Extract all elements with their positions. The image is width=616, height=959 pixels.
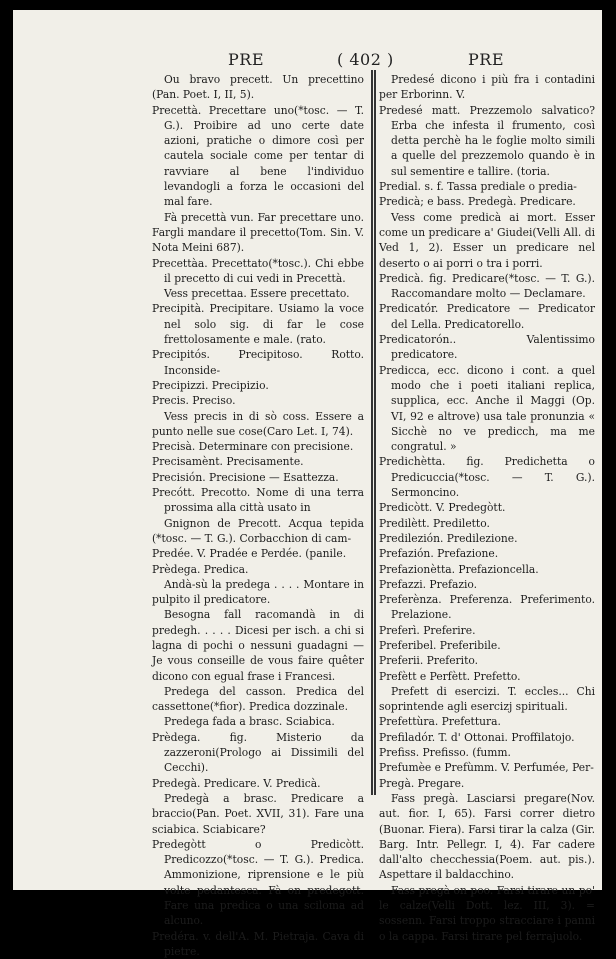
right-column	[379, 72, 595, 944]
dictionary-entry: Predilezión. Predilezione.	[379, 531, 518, 545]
dictionary-entry: Fass pregà on poo. Farsi tirare un po' le calze(Velli Dott. lez. III, 3). = sossenn. Farsi troppo stracciare i panni o la cappa. Farsi tirare pel ferrajuolo.	[379, 883, 595, 943]
dictionary-entry: Predicatorón.. Valentissimo predicatore.	[379, 333, 595, 362]
dictionary-entry: Andà-sù la predega . . . . Montare in pulpito il predicatore.	[152, 577, 364, 607]
dictionary-entry: Predicca, ecc. dicono i cont. a quel modo che i poeti italiani replica, supplica, ecc. Anche il Maggi (Op. VI, 92 e altrove) usa tale pronunzia « Sicchè no ve predicch, ma me congratul. »	[379, 363, 595, 454]
dictionary-entry: Precisamènt. Precisamente.	[152, 455, 304, 469]
dictionary-entry: Predicòtt. V. Predegòtt.	[379, 501, 506, 515]
dictionary-entry: Besogna fall racomandà in di predegh. . . . . Dicesi per isch. a chi si lagna di pochi o nessuni guadagni — Je vous conseille de vous faire quêter dicono con egual frase i Francesi.	[152, 608, 364, 683]
dictionary-entry: Predesé dicono i più fra i contadini per Erborinn. V.	[379, 73, 595, 102]
dictionary-entry: Precótt. Precotto. Nome di una terra prossima alla città usato in	[152, 486, 364, 515]
dictionary-entry: Predesé matt. Prezzemolo salvatico? Erba che infesta il frumento, così detta perchè ha le foglie molto simili a quelle del prezzemolo quando è in sul sementire e tallire. (toria.	[379, 103, 595, 178]
dictionary-entry: Predicà; e bass. Predegà. Predicare.	[379, 195, 576, 209]
header-right-guideword: PRE	[468, 50, 504, 69]
dictionary-entry: Ou bravo precett. Un precettino (Pan. Poet. I, II, 5).	[152, 73, 364, 102]
dictionary-entry: Preferii. Preferito.	[379, 654, 479, 668]
dictionary-entry: Precettàa. Precettato(*tosc.). Chi ebbe il precetto di cui vedi in Precettà.	[152, 256, 364, 285]
dictionary-entry: Prefazionètta. Prefazioncella.	[379, 562, 539, 576]
dictionary-entry: Predéra. v. dell'A. M. Pietraja. Cava di pietre.	[152, 929, 364, 958]
column-divider	[371, 70, 373, 795]
column-divider	[374, 70, 376, 795]
dictionary-entry: Precis. Preciso.	[152, 394, 236, 408]
dictionary-entry: Precisà. Determinare con precisione.	[152, 440, 354, 454]
dictionary-entry: Gnignon de Precott. Acqua tepida (*tosc. — T. G.). Corbacchion di cam-	[152, 516, 364, 545]
dictionary-entry: Fass pregà. Lasciarsi pregare(Nov. aut. fior. I, 65). Farsi correr dietro (Buonar. Fiera). Farsi tirar la calza (Gir. Barg. Intr. Pellegr. I, 4). Far cadere dall'alto checchessia(Poem. aut. pis.). Aspettare il baldacchino.	[379, 791, 595, 882]
page-header	[13, 50, 602, 72]
dictionary-entry: Precipizzi. Precipizio.	[152, 378, 269, 392]
dictionary-entry: Predial. s. f. Tassa prediale o predia-	[379, 180, 577, 194]
dictionary-entry: Vess precis in di sò coss. Essere a punto nelle sue cose(Caro Let. I, 74).	[152, 409, 364, 438]
dictionary-entry: Predegà a brasc. Predicare a braccio(Pan. Poet. XVII, 31). Fare una sciabica. Sciabicare?	[152, 791, 364, 836]
dictionary-entry: Prefazzi. Prefazio.	[379, 577, 478, 591]
dictionary-entry: Prèdega. Predica.	[152, 562, 249, 576]
dictionary-page	[13, 10, 602, 958]
dictionary-entry: Predilètt. Prediletto.	[379, 516, 490, 530]
dictionary-entry: Prèdega. fig. Misterio da zazzeroni(Prologo ai Dissimili del Cecchi).	[152, 730, 364, 775]
dictionary-entry: Precettà. Precettare uno(*tosc. — T. G.). Proibire ad uno certe date azioni, pratiche o dimore così per cautela sociale come per tentar di ravviare al bene l'individuo levandogli a forza le occasioni del mal fare.	[152, 103, 364, 209]
dictionary-entry: Predée. V. Pradée e Perdée. (panile.	[152, 547, 347, 561]
dictionary-entry: Predegà. Predicare. V. Predicà.	[152, 776, 321, 790]
dictionary-entry: Prefazión. Prefazione.	[379, 547, 499, 561]
dictionary-entry: Pregà. Pregare.	[379, 776, 465, 790]
dictionary-entry: Predega del casson. Predica del cassettone(*fior). Predica dozzinale.	[152, 684, 364, 714]
dictionary-entry: Predicatór. Predicatore — Predicator del Lella. Predicatorello.	[379, 302, 595, 331]
header-left-guideword: PRE	[228, 50, 264, 69]
dictionary-entry: Predichètta. fig. Predichetta o Predicuccia(*tosc. — T. G.). Sermoncino.	[379, 455, 595, 500]
dictionary-entry: Precipità. Precipitare. Usiamo la voce nel solo sig. di far le cose frettolosamente e male. (rato.	[152, 302, 364, 347]
dictionary-entry: Predegòtt o Predicòtt. Predicozzo(*tosc. — T. G.). Predica. Ammonizione, riprensione e le più volte pedantesca. Fà on predegott. Fare una predica o una sciloma ad alcuno.	[152, 837, 364, 928]
dictionary-entry: Vess precettaa. Essere precettato.	[164, 287, 350, 301]
dictionary-entry: Preferì. Preferire.	[379, 623, 476, 637]
dictionary-entry: Prefiss. Prefisso. (fumm.	[379, 746, 511, 760]
page-number: ( 402 )	[337, 50, 394, 69]
dictionary-entry: Predicà. fig. Predicare(*tosc. — T. G.). Raccomandare molto — Declamare.	[379, 271, 595, 301]
dictionary-entry: Precisión. Precisione — Esattezza.	[152, 470, 339, 484]
dictionary-entry: Prefiladór. T. d' Ottonai. Proffilatojo.	[379, 730, 575, 744]
left-column	[152, 72, 364, 959]
dictionary-entry: Predega fada a brasc. Sciabica.	[164, 715, 335, 729]
dictionary-entry: Precipitós. Precipitoso. Rotto. Inconside-	[152, 348, 364, 377]
dictionary-entry: Prefètt e Perfètt. Prefetto.	[379, 669, 521, 683]
dictionary-entry: Prefettùra. Prefettura.	[379, 715, 501, 729]
dictionary-entry: Fà precettà vun. Far precettare uno. Fargli mandare il precetto(Tom. Sin. V. Nota Meini 687).	[152, 210, 364, 255]
dictionary-entry: Prefett di esercizi. T. eccles... Chi soprintende agli esercizj spirituali.	[379, 684, 595, 714]
dictionary-entry: Preferibel. Preferibile.	[379, 638, 501, 652]
dictionary-entry: Vess come predicà ai mort. Esser come un predicare a' Giudei(Velli All. di Ved 1, 2). Esser un predicare nel deserto o ai porri o tra i porri.	[379, 210, 595, 270]
dictionary-entry: Preferènza. Preferenza. Preferimento. Prelazione.	[379, 593, 595, 622]
dictionary-entry: Prefumèe e Prefùmm. V. Perfumée, Per-	[379, 761, 594, 775]
